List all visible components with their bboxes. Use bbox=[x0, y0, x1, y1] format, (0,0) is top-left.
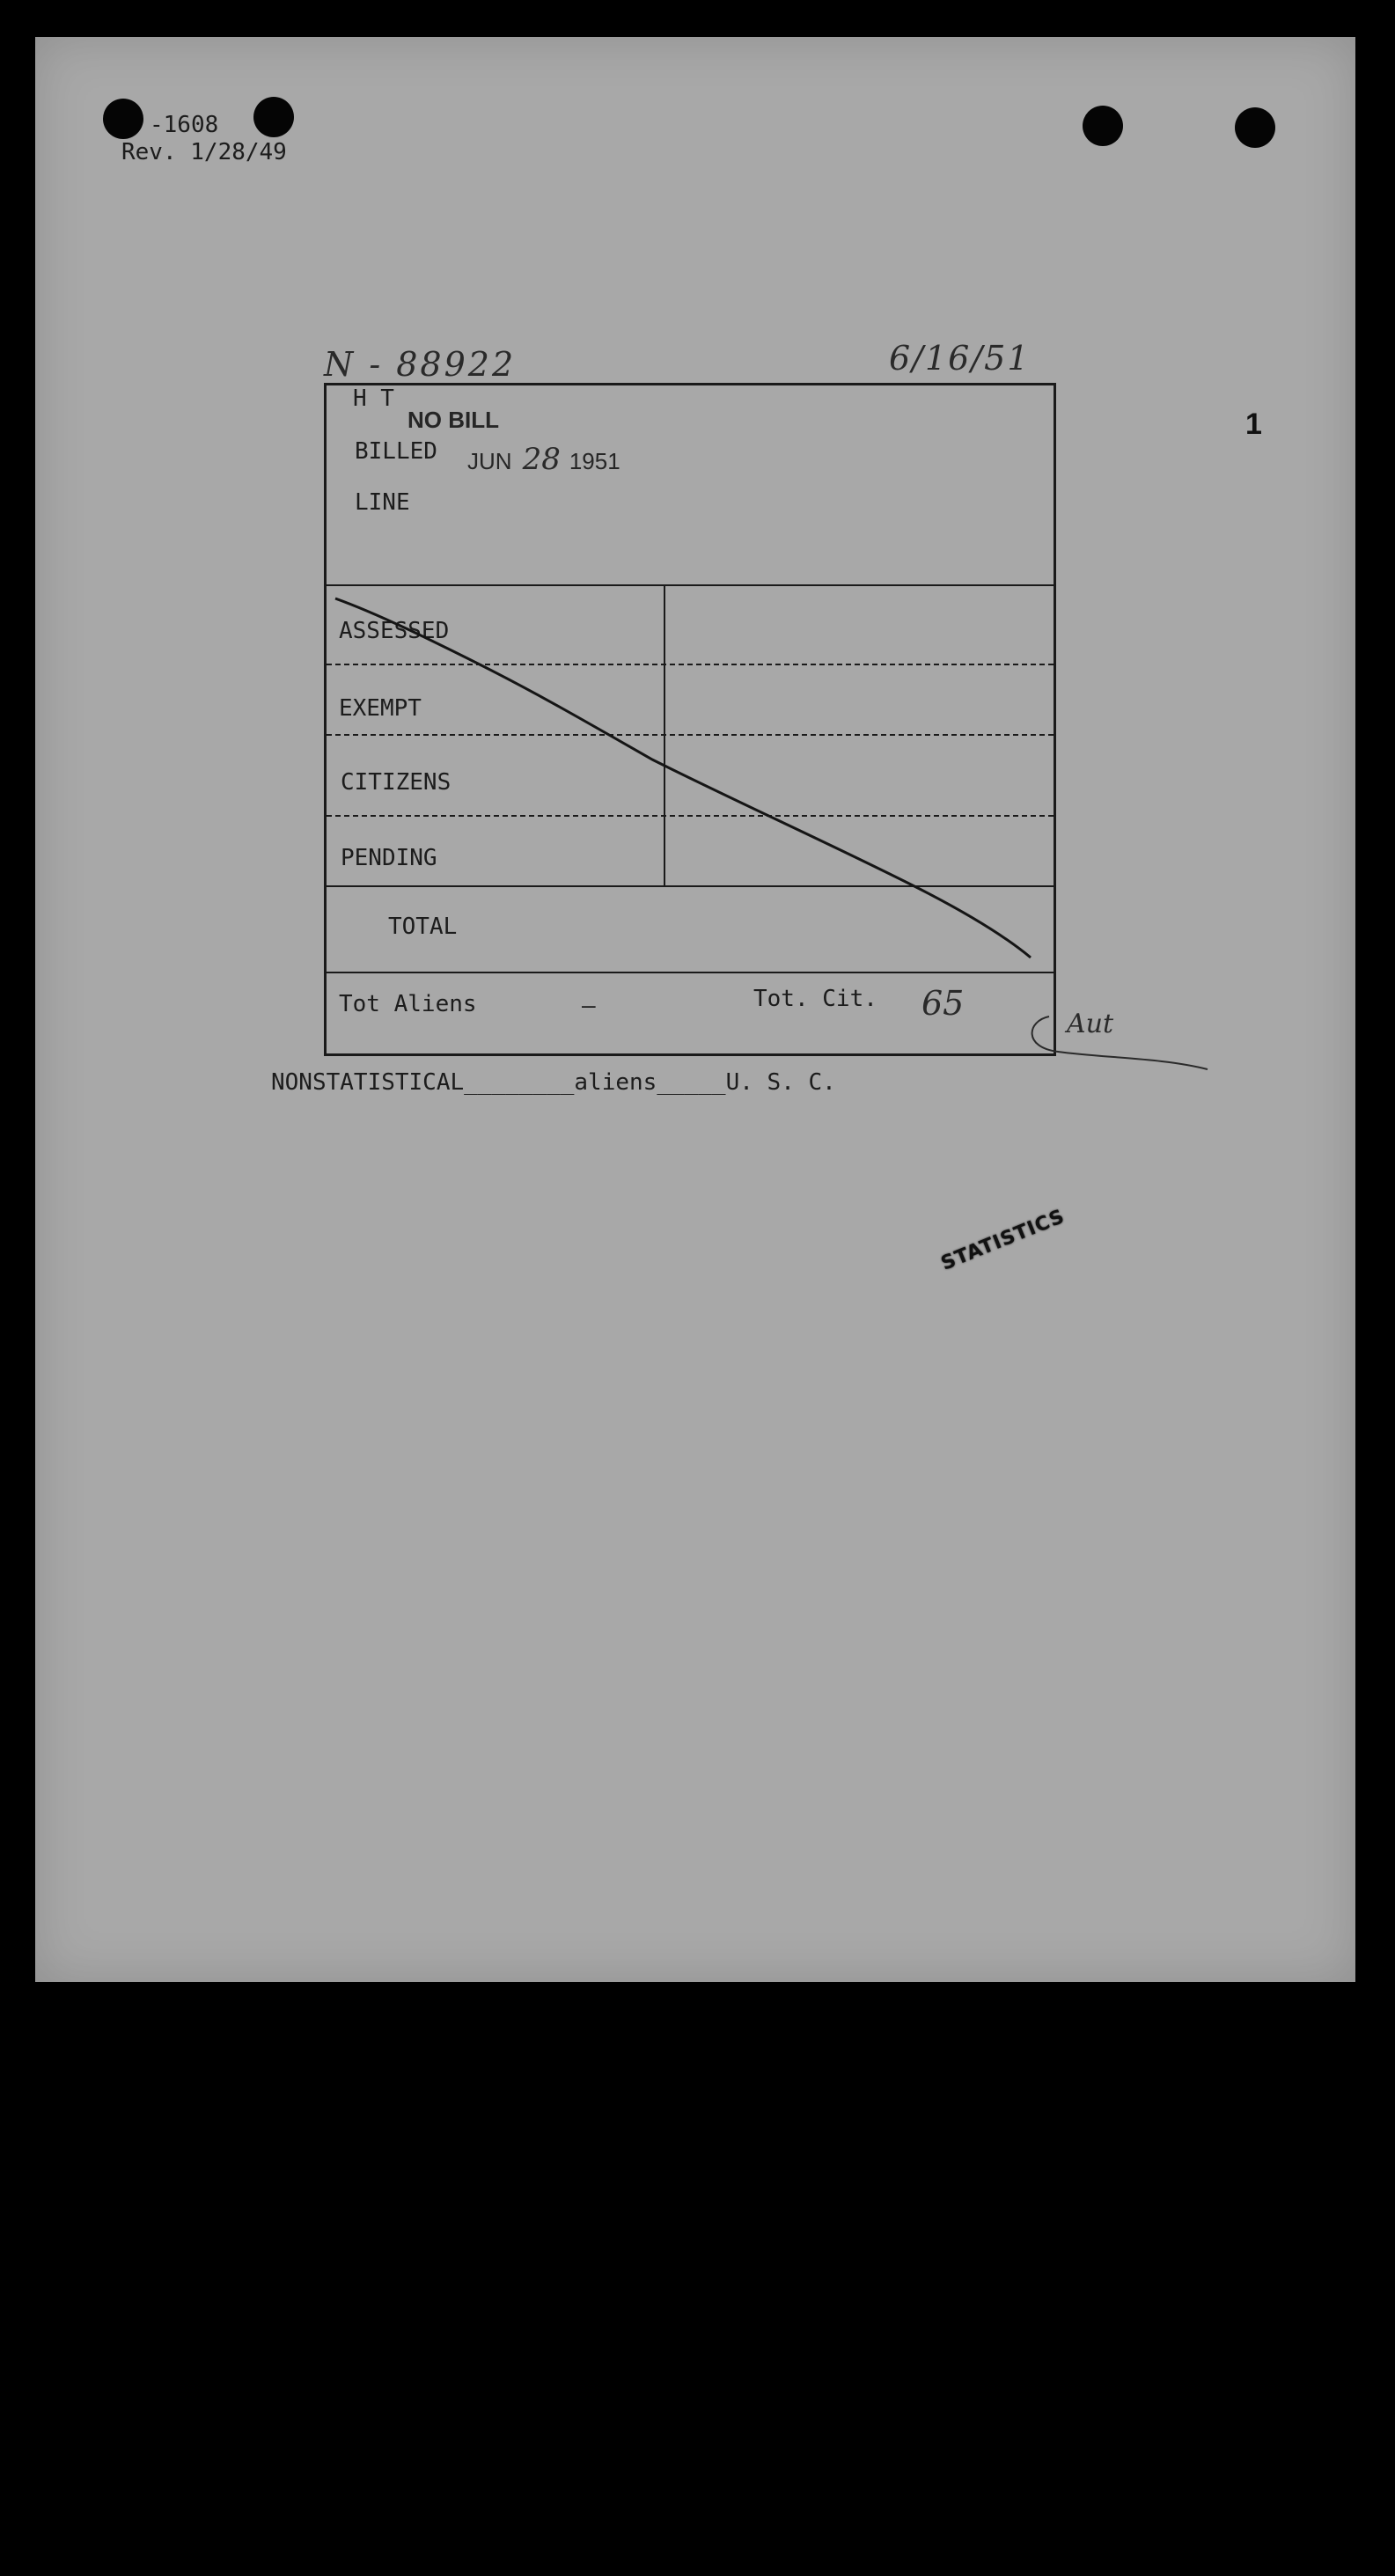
tot-aliens-label: Tot Aliens bbox=[339, 991, 477, 1017]
blank-2: _____ bbox=[657, 1069, 726, 1096]
initials-text: Aut bbox=[1067, 1009, 1114, 1039]
line-label: LINE bbox=[355, 489, 410, 516]
punch-hole-left-2 bbox=[253, 97, 294, 137]
ht-label: H T bbox=[353, 385, 394, 412]
tot-cit-label: Tot. Cit. bbox=[753, 986, 877, 1012]
diagonal-strike-line bbox=[327, 385, 1059, 1059]
date-stamp-year: 1951 bbox=[569, 448, 620, 474]
date-stamp-day: 28 bbox=[522, 442, 561, 477]
assessed-label: ASSESSED bbox=[339, 618, 450, 644]
initials-mark bbox=[1023, 1003, 1216, 1083]
initials-loop bbox=[1023, 1003, 1216, 1083]
punch-hole-left-1 bbox=[103, 99, 143, 139]
no-bill-stamp: NO BILL bbox=[407, 407, 499, 433]
handwritten-date: 6/16/51 bbox=[889, 339, 1031, 378]
date-stamp-month: JUN bbox=[467, 448, 512, 474]
page-number: 1 bbox=[1245, 407, 1262, 441]
total-label: TOTAL bbox=[388, 914, 458, 940]
statistics-stamp: STATISTICS bbox=[937, 1205, 1068, 1275]
nonstatistical-label: NONSTATISTICAL bbox=[271, 1069, 465, 1096]
tot-cit-value: 65 bbox=[921, 984, 965, 1023]
file-number: N - 88922 bbox=[324, 345, 517, 384]
tot-aliens-value: — bbox=[582, 993, 596, 1019]
usc-label: U. S. C. bbox=[725, 1069, 836, 1096]
billed-label: BILLED bbox=[355, 438, 437, 465]
exempt-label: EXEMPT bbox=[339, 695, 422, 722]
aliens-label: aliens bbox=[574, 1069, 657, 1096]
form-revision: Rev. 1/28/49 bbox=[121, 139, 287, 165]
punch-hole-right-1 bbox=[1083, 106, 1123, 146]
form-code: -1608 bbox=[150, 112, 219, 138]
blank-1: ________ bbox=[464, 1069, 575, 1096]
punch-hole-right-2 bbox=[1235, 107, 1275, 148]
tally-form-box bbox=[324, 383, 1056, 1056]
nonstatistical-line bbox=[271, 1069, 836, 1096]
pending-label: PENDING bbox=[341, 845, 437, 871]
citizens-label: CITIZENS bbox=[341, 769, 452, 796]
